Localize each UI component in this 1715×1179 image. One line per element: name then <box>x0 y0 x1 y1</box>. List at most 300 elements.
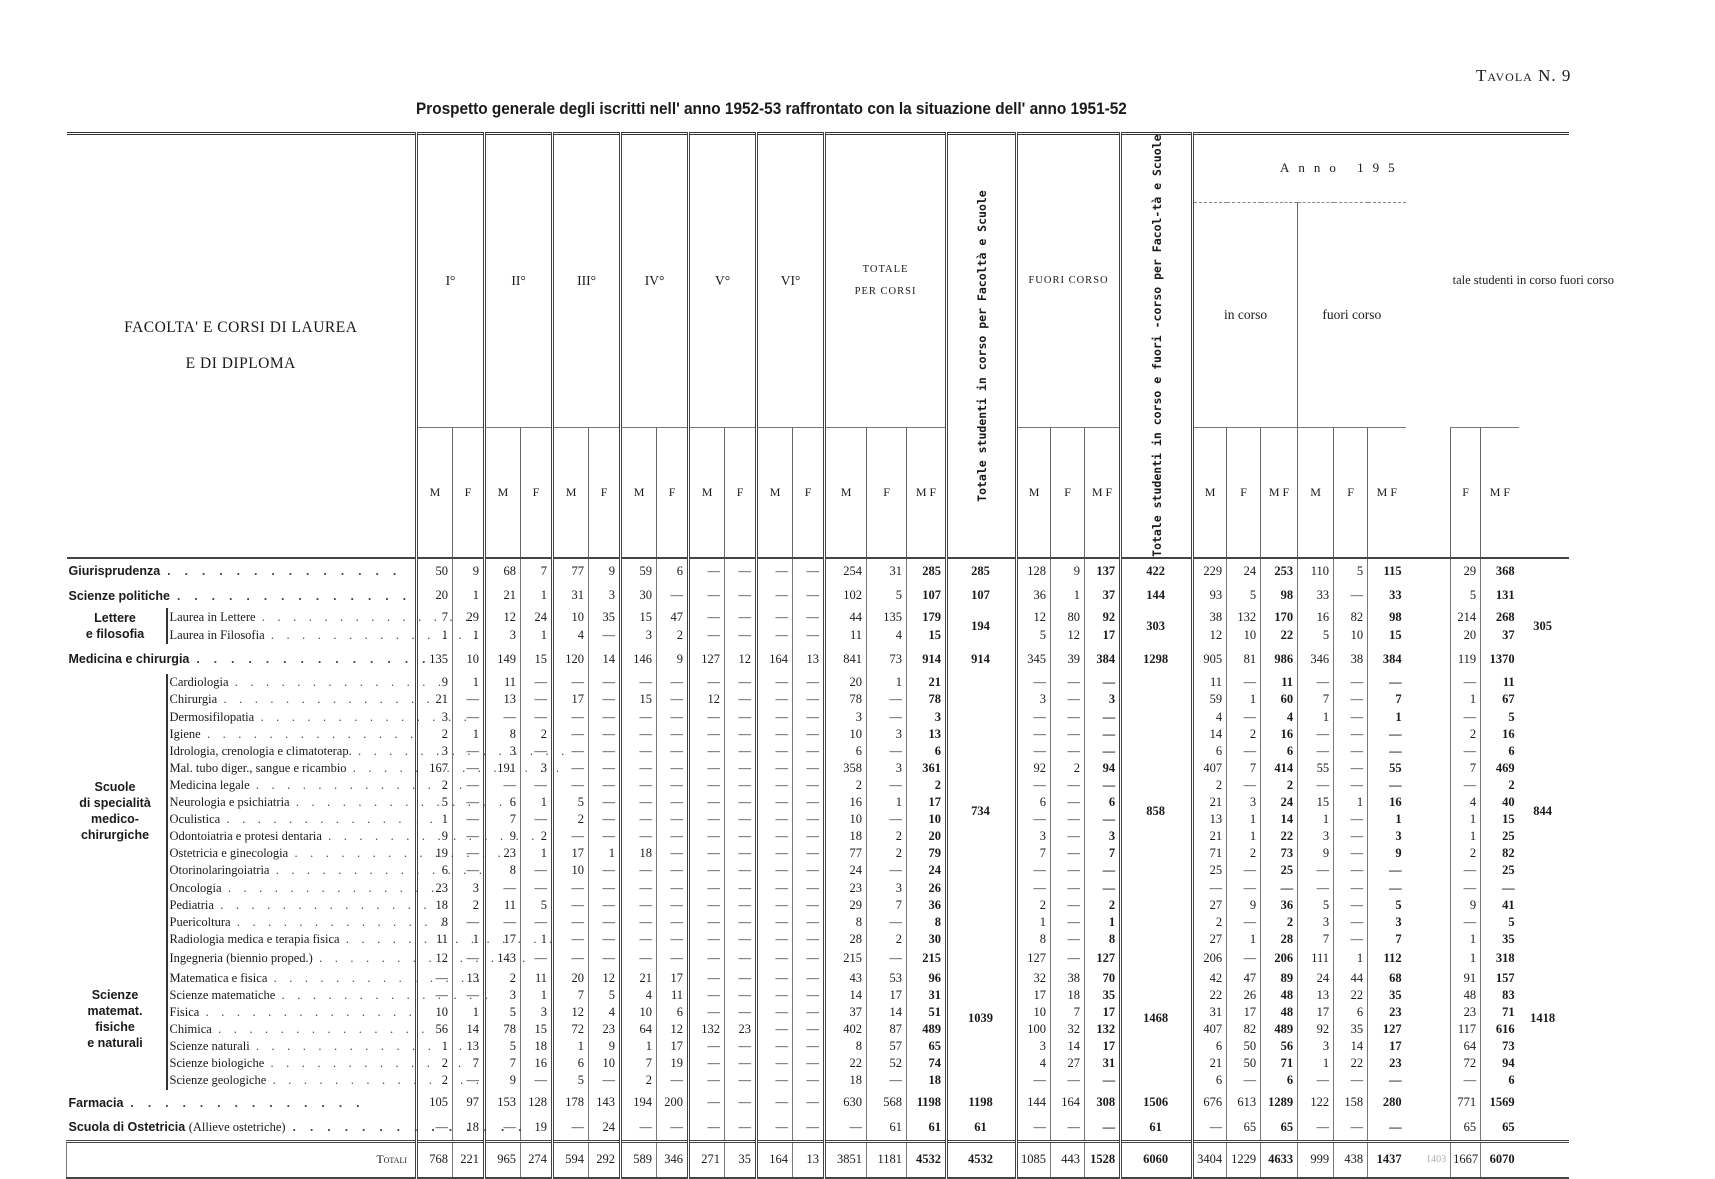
cell-prev-total-f: — <box>1451 879 1481 896</box>
cell-prev-out-f: 438 <box>1334 1142 1368 1178</box>
cell-y6-f: — <box>793 987 825 1004</box>
cell-total-mf: 24 <box>907 862 947 879</box>
cell-out-m: 128 <box>1017 558 1051 583</box>
table-row <box>67 948 1569 970</box>
table-row <box>67 828 1569 845</box>
cell-total-mf: 17 <box>907 794 947 811</box>
cell-total-in-out: 1468 <box>1121 948 1193 1090</box>
cell-prev-out-m: 33 <box>1298 583 1334 608</box>
cell-y1-m: 50 <box>417 558 453 583</box>
cell-out-f: 164 <box>1051 1090 1085 1116</box>
cell-total-f: 2 <box>867 828 907 845</box>
cell-y2-f: 7 <box>521 558 553 583</box>
cell-out-m: 10 <box>1017 1004 1051 1021</box>
cell-y5-f: — <box>725 862 757 879</box>
cell-y2-f: — <box>521 709 553 726</box>
cell-total-mf: 18 <box>907 1072 947 1089</box>
cell-y6-f: — <box>793 794 825 811</box>
cell-prev-total-f: — <box>1451 777 1481 794</box>
cell-prev-out-m: 15 <box>1298 794 1334 811</box>
cell-y3-f: 23 <box>589 1021 621 1038</box>
cell-total-m: 10 <box>825 811 867 828</box>
year-2-header: II° <box>485 134 553 428</box>
cell-y5-f: 23 <box>725 1021 757 1038</box>
cell-y5-m: — <box>689 558 725 583</box>
cell-prev-total-mf: 368 <box>1481 558 1519 583</box>
table-row <box>67 1004 1569 1021</box>
cell-out-f: — <box>1051 674 1085 691</box>
cell-prev-total-mf: 6 <box>1481 1072 1519 1089</box>
sex-header-f: F <box>725 427 757 558</box>
cell-prev-gap <box>1406 987 1451 1004</box>
cell-prev-in-m: 2 <box>1193 777 1227 794</box>
cell-y5-m: — <box>689 948 725 970</box>
cell-y6-m: — <box>757 987 793 1004</box>
cell-out-mf: — <box>1085 879 1121 896</box>
cell-total-f: 135 <box>867 608 907 626</box>
cell-prev-in-f: 2 <box>1227 726 1261 743</box>
cell-out-f: — <box>1051 691 1085 708</box>
table-header <box>67 134 1615 559</box>
cell-y1-f: — <box>453 794 485 811</box>
cell-prev-in-mf: 60 <box>1261 691 1298 708</box>
cell-y3-f: — <box>589 879 621 896</box>
faculty-column-header <box>67 134 417 559</box>
cell-y1-f: — <box>453 948 485 970</box>
cell-total-in-course: 734 <box>947 674 1017 948</box>
cell-y4-f: — <box>657 583 689 608</box>
table-row <box>67 862 1569 879</box>
cell-y1-f: — <box>453 691 485 708</box>
cell-prev-out-mf: 1 <box>1368 811 1406 828</box>
cell-out-m: — <box>1017 1116 1051 1142</box>
cell-y6-f: — <box>793 760 825 777</box>
cell-out-mf: 2 <box>1085 897 1121 914</box>
cell-y4-f: 6 <box>657 1004 689 1021</box>
cell-y4-f: — <box>657 760 689 777</box>
cell-y1-f: 1 <box>453 1004 485 1021</box>
cell-out-m: 1085 <box>1017 1142 1051 1178</box>
cell-y5-m: — <box>689 970 725 987</box>
group-label-line: di specialità <box>79 796 151 811</box>
sex-header-mf: M F <box>907 427 947 558</box>
cell-total-f: — <box>867 691 907 708</box>
cell-y1-m: 1 <box>417 1038 453 1055</box>
cell-y2-f: 2 <box>521 828 553 845</box>
cell-prev-in-m: 31 <box>1193 1004 1227 1021</box>
cell-prev-out-mf: 7 <box>1368 931 1406 948</box>
row-label <box>67 583 417 608</box>
cell-out-f: 39 <box>1051 644 1085 674</box>
cell-out-mf: 308 <box>1085 1090 1121 1116</box>
cell-y4-m: — <box>621 897 657 914</box>
cell-prev-out-mf: 23 <box>1368 1055 1406 1072</box>
sex-header-m: M <box>417 427 453 558</box>
cell-prev-total-mf: 40 <box>1481 794 1519 811</box>
cell-total-mf: 489 <box>907 1021 947 1038</box>
cell-prev-total-mf: 73 <box>1481 1038 1519 1055</box>
course-name: Puericoltura . <box>167 914 417 931</box>
cell-out-f: 9 <box>1051 558 1085 583</box>
cell-prev-in-mf: 1289 <box>1261 1090 1298 1116</box>
cell-y3-m: 594 <box>553 1142 589 1178</box>
cell-prev-in-f: 10 <box>1227 626 1261 644</box>
cell-y3-f: 9 <box>589 558 621 583</box>
table-body <box>67 558 1569 1177</box>
cell-y6-f: — <box>793 914 825 931</box>
cell-prev-in-f: 82 <box>1227 1021 1261 1038</box>
cell-total-mf: 2 <box>907 777 947 794</box>
cell-out-m: 3 <box>1017 828 1051 845</box>
faculty-name: Farmacia <box>68 1095 124 1110</box>
cell-y6-f: — <box>793 1038 825 1055</box>
cell-y1-f: — <box>453 828 485 845</box>
cell-prev-total-mf: 469 <box>1481 760 1519 777</box>
cell-y2-m: 3 <box>485 626 521 644</box>
cell-prev-total-mf: 67 <box>1481 691 1519 708</box>
cell-prev-total-f: 214 <box>1451 608 1481 626</box>
cell-y3-f: — <box>589 948 621 970</box>
cell-y5-f: — <box>725 948 757 970</box>
total-students-prev-header: tale studenti in corso fuori corso <box>1452 273 1615 288</box>
cell-out-mf: — <box>1085 862 1121 879</box>
row-label <box>67 644 417 674</box>
cell-out-f: — <box>1051 777 1085 794</box>
year-3-header: III° <box>553 134 621 428</box>
cell-prev-in-m: 21 <box>1193 1055 1227 1072</box>
cell-out-f: 12 <box>1051 626 1085 644</box>
cell-total-m: 28 <box>825 931 867 948</box>
cell-out-f: — <box>1051 811 1085 828</box>
cell-y6-m: — <box>757 760 793 777</box>
cell-prev-in-m: 59 <box>1193 691 1227 708</box>
cell-y4-m: — <box>621 709 657 726</box>
cell-prev-out-mf: 127 <box>1368 1021 1406 1038</box>
cell-prev-in-f: 613 <box>1227 1090 1261 1116</box>
cell-y3-m: 72 <box>553 1021 589 1038</box>
cell-prev-total-mf: 94 <box>1481 1055 1519 1072</box>
cell-total-in-course: 194 <box>947 608 1017 644</box>
row-label <box>67 1116 417 1142</box>
cell-out-m: — <box>1017 879 1051 896</box>
cell-prev-total-f: — <box>1451 674 1481 691</box>
cell-y4-m: 64 <box>621 1021 657 1038</box>
cell-y5-m: 127 <box>689 644 725 674</box>
table-row <box>67 931 1569 948</box>
faculty-note: (Allieve ostetriche) <box>188 1120 286 1135</box>
cell-total-m: 11 <box>825 626 867 644</box>
cell-y1-f: 3 <box>453 879 485 896</box>
cell-prev-in-m: 6 <box>1193 1072 1227 1089</box>
cell-prev-total-f: 117 <box>1451 1021 1481 1038</box>
cell-total-in-out: 6060 <box>1121 1142 1193 1178</box>
cell-prev-in-mf: 16 <box>1261 726 1298 743</box>
cell-out-f: — <box>1051 845 1085 862</box>
sex-header-f: F <box>867 427 907 558</box>
cell-y2-f: 15 <box>521 644 553 674</box>
table-row <box>67 1072 1569 1089</box>
year-4-header: IV° <box>621 134 689 428</box>
cell-y5-m: — <box>689 760 725 777</box>
cell-prev-out-m: — <box>1298 1116 1334 1142</box>
cell-prev-out-m: 111 <box>1298 948 1334 970</box>
cell-y1-f: — <box>453 709 485 726</box>
cell-y6-f: — <box>793 845 825 862</box>
cell-group-total <box>1519 644 1569 674</box>
cell-prev-in-f: 7 <box>1227 760 1261 777</box>
cell-y4-m: 4 <box>621 987 657 1004</box>
cell-y6-f: — <box>793 1021 825 1038</box>
cell-total-f: 31 <box>867 558 907 583</box>
course-name: Scienze geologiche . <box>167 1072 417 1089</box>
cell-y5-f: — <box>725 626 757 644</box>
cell-y5-f: — <box>725 1038 757 1055</box>
cell-prev-out-m: 13 <box>1298 987 1334 1004</box>
cell-prev-out-m: — <box>1298 743 1334 760</box>
cell-y2-f: 1 <box>521 626 553 644</box>
cell-prev-in-m: 206 <box>1193 948 1227 970</box>
group-label-line: medico- <box>91 812 139 827</box>
cell-y5-f: — <box>725 845 757 862</box>
cell-total-m: 18 <box>825 1072 867 1089</box>
cell-out-mf: 70 <box>1085 970 1121 987</box>
cell-out-mf: — <box>1085 1072 1121 1089</box>
cell-total-m: 23 <box>825 879 867 896</box>
cell-total-f: 1 <box>867 674 907 691</box>
cell-prev-in-m: 676 <box>1193 1090 1227 1116</box>
cell-total-mf: 30 <box>907 931 947 948</box>
cell-y5-m: — <box>689 1072 725 1089</box>
cell-total-m: 78 <box>825 691 867 708</box>
cell-y2-m: 143 <box>485 948 521 970</box>
cell-y5-f: — <box>725 558 757 583</box>
cell-y1-m: 56 <box>417 1021 453 1038</box>
cell-y5-f: — <box>725 1090 757 1116</box>
cell-out-m: 127 <box>1017 948 1051 970</box>
cell-y1-m: 19 <box>417 845 453 862</box>
cell-out-m: 17 <box>1017 987 1051 1004</box>
cell-prev-out-f: — <box>1334 931 1368 948</box>
cell-prev-in-m: 6 <box>1193 743 1227 760</box>
cell-total-m: 43 <box>825 970 867 987</box>
cell-y6-m: — <box>757 674 793 691</box>
cell-prev-total-f: — <box>1451 709 1481 726</box>
cell-y5-f: — <box>725 674 757 691</box>
cell-prev-out-f: 10 <box>1334 626 1368 644</box>
cell-y3-f: — <box>589 726 621 743</box>
cell-prev-gap <box>1406 970 1451 987</box>
cell-y2-f: 1 <box>521 583 553 608</box>
cell-prev-in-mf: 22 <box>1261 626 1298 644</box>
cell-y1-m: 3 <box>417 743 453 760</box>
cell-prev-out-f: — <box>1334 777 1368 794</box>
cell-y1-m: 135 <box>417 644 453 674</box>
cell-y1-m: 768 <box>417 1142 453 1178</box>
cell-out-f: — <box>1051 897 1085 914</box>
cell-prev-in-mf: 98 <box>1261 583 1298 608</box>
cell-prev-in-mf: 25 <box>1261 862 1298 879</box>
cell-y5-m: — <box>689 1116 725 1142</box>
cell-out-m: 100 <box>1017 1021 1051 1038</box>
cell-out-mf: — <box>1085 777 1121 794</box>
table-row <box>67 1116 1569 1142</box>
cell-y3-f: — <box>589 777 621 794</box>
cell-prev-out-f: — <box>1334 862 1368 879</box>
cell-y4-f: — <box>657 914 689 931</box>
cell-out-mf: 17 <box>1085 626 1121 644</box>
cell-prev-in-m: 21 <box>1193 828 1227 845</box>
page-title: Prospetto generale degli iscritti nell' anno 1952-53 raffrontato con la situazione dell' anno 1951-52 <box>416 100 1127 118</box>
cell-out-m: 12 <box>1017 608 1051 626</box>
cell-out-m: 92 <box>1017 760 1051 777</box>
cell-prev-gap <box>1406 1004 1451 1021</box>
cell-total-f: 5 <box>867 583 907 608</box>
cell-y3-m: — <box>553 879 589 896</box>
cell-out-m: — <box>1017 709 1051 726</box>
cell-prev-out-mf: — <box>1368 777 1406 794</box>
cell-y2-m: 12 <box>485 608 521 626</box>
cell-y1-f: 10 <box>453 644 485 674</box>
cell-y6-m: — <box>757 743 793 760</box>
cell-y3-m: 17 <box>553 845 589 862</box>
cell-total-mf: 107 <box>907 583 947 608</box>
cell-out-m: — <box>1017 743 1051 760</box>
cell-prev-out-m: 1 <box>1298 709 1334 726</box>
cell-prev-total-mf: 5 <box>1481 709 1519 726</box>
sex-header-f: F <box>1051 427 1085 558</box>
cell-y3-f: — <box>589 811 621 828</box>
cell-prev-gap <box>1406 1072 1451 1089</box>
cell-out-m: 36 <box>1017 583 1051 608</box>
cell-total-mf: 914 <box>907 644 947 674</box>
cell-total-m: 841 <box>825 644 867 674</box>
table-row <box>67 558 1569 583</box>
blank-header <box>1406 134 1451 559</box>
cell-out-f: — <box>1051 948 1085 970</box>
cell-y2-f: 1 <box>521 794 553 811</box>
cell-prev-in-m: 6 <box>1193 1038 1227 1055</box>
cell-prev-out-m: 1 <box>1298 811 1334 828</box>
cell-y4-m: 146 <box>621 644 657 674</box>
cell-prev-in-f: 2 <box>1227 845 1261 862</box>
cell-y3-f: 10 <box>589 1055 621 1072</box>
cell-total-mf: 61 <box>907 1116 947 1142</box>
cell-y5-f: — <box>725 608 757 626</box>
cell-total-mf: 74 <box>907 1055 947 1072</box>
sex-header-m: M <box>825 427 867 558</box>
cell-y2-f: 11 <box>521 970 553 987</box>
cell-prev-gap <box>1406 948 1451 970</box>
cell-prev-in-m: 22 <box>1193 987 1227 1004</box>
cell-prev-in-m: 407 <box>1193 1021 1227 1038</box>
cell-prev-gap <box>1406 626 1451 644</box>
cell-y2-f: — <box>521 862 553 879</box>
cell-y2-m: 17 <box>485 931 521 948</box>
cell-prev-in-mf: 56 <box>1261 1038 1298 1055</box>
sex-header-mf: M F <box>1481 427 1519 558</box>
cell-prev-total-f: — <box>1451 743 1481 760</box>
cell-prev-in-mf: 489 <box>1261 1021 1298 1038</box>
cell-prev-out-f: 1 <box>1334 948 1368 970</box>
cell-prev-in-m: 2 <box>1193 914 1227 931</box>
course-name: Medicina legale . <box>167 777 417 794</box>
table-row <box>67 583 1569 608</box>
cell-y2-m: 3 <box>485 987 521 1004</box>
table-row <box>67 709 1569 726</box>
cell-y5-m: — <box>689 794 725 811</box>
cell-prev-in-f: 50 <box>1227 1038 1261 1055</box>
cell-y4-m: — <box>621 1116 657 1142</box>
cell-total-m: 3 <box>825 709 867 726</box>
cell-y5-m: — <box>689 897 725 914</box>
cell-out-m: — <box>1017 674 1051 691</box>
cell-prev-gap <box>1406 914 1451 931</box>
cell-y4-f: — <box>657 1072 689 1089</box>
cell-y3-m: — <box>553 777 589 794</box>
cell-y5-f: — <box>725 931 757 948</box>
cell-y6-m: — <box>757 811 793 828</box>
cell-prev-out-mf: — <box>1368 726 1406 743</box>
cell-prev-total-mf: 41 <box>1481 897 1519 914</box>
cell-y2-f: 1 <box>521 987 553 1004</box>
cell-total-f: — <box>867 743 907 760</box>
cell-y2-f: 274 <box>521 1142 553 1178</box>
cell-y1-m: 1 <box>417 626 453 644</box>
cell-out-f: 443 <box>1051 1142 1085 1178</box>
cell-prev-total-f: 1 <box>1451 691 1481 708</box>
cell-y2-f: — <box>521 743 553 760</box>
cell-prev-out-m: 110 <box>1298 558 1334 583</box>
cell-y2-m: 3 <box>485 743 521 760</box>
cell-prev-in-m: 27 <box>1193 897 1227 914</box>
cell-prev-total-f: 20 <box>1451 626 1481 644</box>
cell-total-mf: 4532 <box>907 1142 947 1178</box>
course-name: Cardiologia . <box>167 674 417 691</box>
cell-prev-gap <box>1406 644 1451 674</box>
cell-y4-m: 15 <box>621 691 657 708</box>
cell-y3-f: 4 <box>589 1004 621 1021</box>
cell-out-f: — <box>1051 914 1085 931</box>
cell-y6-m: — <box>757 931 793 948</box>
cell-y6-m: — <box>757 828 793 845</box>
cell-y6-m: — <box>757 691 793 708</box>
cell-out-m: — <box>1017 777 1051 794</box>
cell-out-mf: — <box>1085 726 1121 743</box>
cell-y3-m: 5 <box>553 1072 589 1089</box>
cell-prev-out-f: — <box>1334 811 1368 828</box>
cell-prev-in-mf: 71 <box>1261 1055 1298 1072</box>
cell-y4-f: — <box>657 777 689 794</box>
cell-prev-in-m: 21 <box>1193 794 1227 811</box>
cell-y4-m: — <box>621 811 657 828</box>
cell-y6-f: — <box>793 897 825 914</box>
cell-y2-f: 18 <box>521 1038 553 1055</box>
course-name: Ostetricia e ginecologia . <box>167 845 417 862</box>
cell-y2-f: — <box>521 674 553 691</box>
cell-y5-m: — <box>689 845 725 862</box>
cell-y6-f: — <box>793 1072 825 1089</box>
cell-prev-out-m: 3 <box>1298 828 1334 845</box>
cell-total-m: 2 <box>825 777 867 794</box>
cell-y3-m: 12 <box>553 1004 589 1021</box>
cell-out-m: — <box>1017 726 1051 743</box>
cell-y2-m: 9 <box>485 1072 521 1089</box>
cell-y2-f: — <box>521 811 553 828</box>
cell-y4-f: — <box>657 811 689 828</box>
cell-prev-out-mf: — <box>1368 1116 1406 1142</box>
cell-out-mf: 137 <box>1085 558 1121 583</box>
cell-total-mf: 20 <box>907 828 947 845</box>
